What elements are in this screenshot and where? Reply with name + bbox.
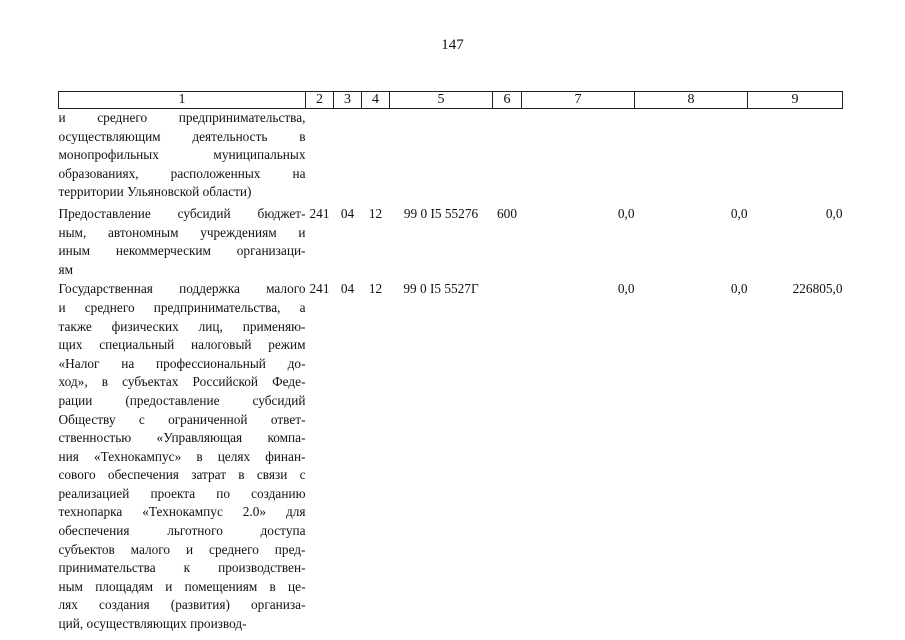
code-section: [334, 109, 362, 202]
description-line: ным площадям и помещениям в це-: [58, 578, 306, 594]
code-ministry: 241: [309, 205, 330, 221]
description-line: технопарка «Технокампус 2.0» для: [58, 504, 306, 520]
row-description: [59, 109, 306, 202]
row-description: [59, 202, 306, 279]
code-target-article: 99 0 I5 5527Г: [403, 281, 479, 297]
column-header: 6: [493, 92, 522, 109]
amount-col-8: [635, 109, 748, 202]
column-header: 4: [362, 92, 390, 109]
table-row: [59, 202, 843, 279]
description-line: монопрофильных муниципальных: [58, 147, 306, 163]
description-line: территории Ульяновской области): [58, 184, 252, 200]
code-subsection: [362, 109, 390, 202]
description-line: сового обеспечения затрат в связи с: [58, 467, 306, 483]
description-line: реализацией проекта по созданию: [58, 485, 306, 501]
amount-col-7: 0,0: [617, 205, 635, 221]
budget-table: [58, 91, 843, 634]
code-section: 04: [340, 281, 355, 297]
table-row: [59, 109, 843, 202]
table-header-row: [59, 92, 843, 109]
code-ministry: [306, 109, 334, 202]
column-header: 5: [390, 92, 493, 109]
description-line: ственностью «Управляющая компа-: [58, 430, 306, 446]
description-line: осуществляющим деятельность в: [58, 128, 306, 144]
table-row: [59, 279, 843, 633]
code-target-article: 99 0 I5 55276: [403, 205, 479, 221]
column-header: 2: [306, 92, 334, 109]
description-line: и среднего предпринимательства, а: [58, 299, 306, 315]
description-line: лях создания (развития) организа-: [58, 597, 306, 613]
amount-col-7: 0,0: [617, 281, 635, 297]
amount-col-8: 0,0: [730, 205, 748, 221]
amount-col-9: 226805,0: [792, 281, 843, 297]
code-subsection: 12: [368, 281, 383, 297]
amount-col-8: 0,0: [730, 281, 748, 297]
row-description: [59, 279, 306, 633]
code-expense-type: [493, 109, 522, 202]
column-header: 1: [59, 92, 306, 109]
description-line: «Налог на профессиональный до-: [58, 355, 306, 371]
description-line: ход», в субъектах Российской Феде-: [58, 374, 306, 390]
column-header: 7: [522, 92, 635, 109]
description-line: ным, автономным учреждениям и: [58, 224, 306, 240]
description-line: щих специальный налоговый режим: [58, 337, 306, 353]
description-line: Государственная поддержка малого: [58, 281, 306, 297]
amount-col-9: [748, 109, 843, 202]
description-line: Предоставление субсидий бюджет-: [58, 205, 306, 221]
column-header: 3: [334, 92, 362, 109]
description-line: ям: [58, 261, 74, 277]
description-line: и среднего предпринимательства,: [58, 110, 306, 125]
description-line: ния «Технокампус» в целях финан-: [58, 448, 306, 464]
code-ministry: 241: [309, 281, 330, 297]
description-line: иным некоммерческим организаци-: [58, 243, 306, 259]
amount-col-9: 0,0: [825, 205, 843, 221]
code-expense-type: 600: [497, 205, 517, 221]
description-line: образованиях, расположенных на: [58, 165, 306, 181]
description-line: рации (предоставление субсидий: [58, 392, 306, 408]
code-target-article: [390, 109, 493, 202]
description-line: ций, осуществляющих производ-: [58, 616, 247, 632]
description-line: также физических лиц, применяю-: [58, 318, 306, 334]
description-line: субъектов малого и среднего пред-: [58, 541, 306, 557]
code-subsection: 12: [368, 205, 383, 221]
amount-col-7: [522, 109, 635, 202]
description-line: принимательства к производствен-: [58, 560, 306, 576]
description-line: обеспечения льготного доступа: [58, 523, 306, 539]
column-header: 9: [748, 92, 843, 109]
code-section: 04: [340, 205, 355, 221]
column-header: 8: [635, 92, 748, 109]
description-line: Обществу с ограниченной ответ-: [58, 411, 306, 427]
code-expense-type: [493, 279, 522, 633]
page-number: 147: [441, 37, 464, 53]
